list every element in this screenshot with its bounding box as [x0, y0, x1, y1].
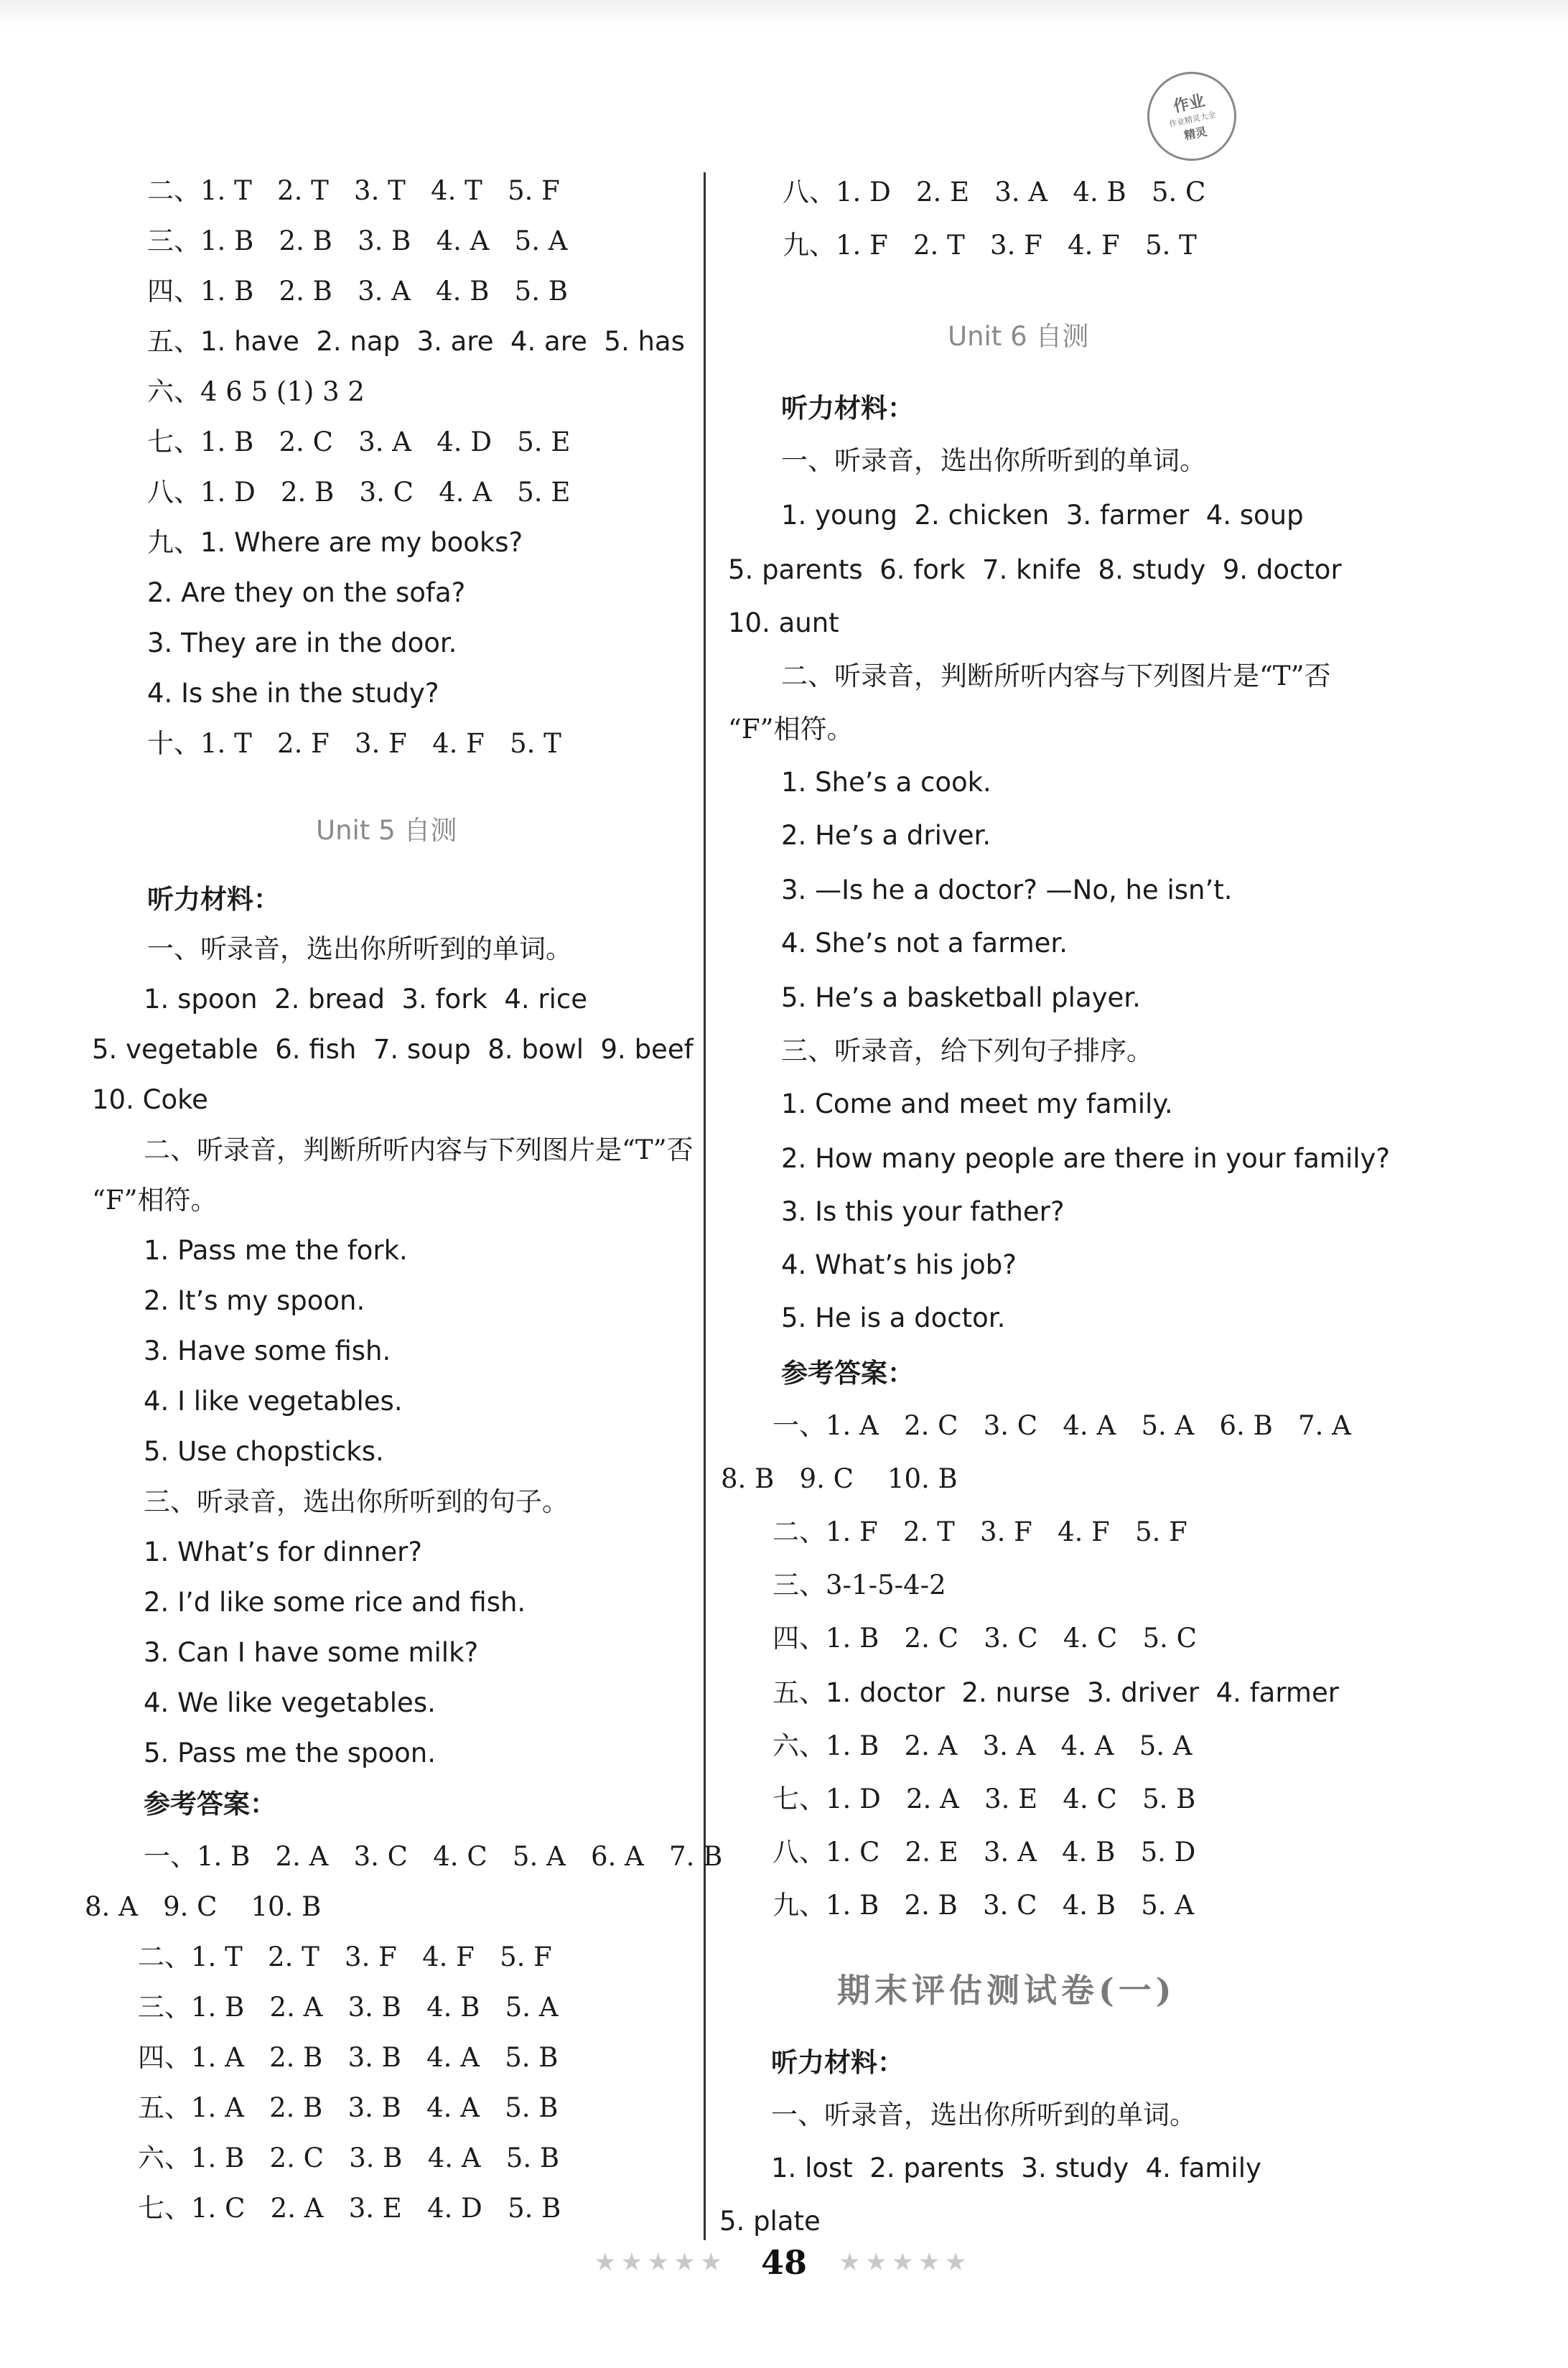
question-prompt: “F”相符。 [92, 1185, 218, 1216]
answer-line: 七、1. C 2. A 3. E 4. D 5. B [138, 2193, 561, 2224]
exam-title: 期末评估测试卷(一) [837, 1971, 1176, 2010]
sentence: 3. Is this your father? [781, 1196, 1065, 1227]
answer-line: 二、1. T 2. T 3. T 4. T 5. F [147, 175, 560, 206]
section-title: Unit 6 自测 [948, 321, 1089, 352]
answer-line: 四、1. B 2. C 3. C 4. C 5. C [773, 1623, 1197, 1654]
answer-line: 五、1. have 2. nap 3. are 4. are 5. has [147, 326, 685, 357]
answer-line: 8. A 9. C 10. B [85, 1891, 322, 1922]
word-list: 10. Coke [92, 1084, 208, 1115]
answer-line: 一、1. A 2. C 3. C 4. A 5. A 6. B 7. A [773, 1410, 1351, 1441]
subsection-heading: 听力材料： [147, 883, 280, 915]
sentence: 1. Pass me the fork. [144, 1235, 408, 1266]
question-prompt: 一、听录音，选出你所听到的单词。 [781, 445, 1206, 476]
word-list: 5. parents 6. fork 7. knife 8. study 9. doctor [728, 554, 1342, 585]
subsection-heading: 参考答案： [781, 1357, 914, 1389]
sentence: 5. He is a doctor. [781, 1302, 1006, 1333]
word-list: 1. young 2. chicken 3. farmer 4. soup [781, 500, 1304, 531]
column-divider [704, 172, 706, 2240]
answer-line: 八、1. D 2. B 3. C 4. A 5. E [147, 477, 571, 508]
answer-line: 五、1. A 2. B 3. B 4. A 5. B [138, 2092, 559, 2123]
question-prompt: 二、听录音，判断所听内容与下列图片是“T”否 [781, 661, 1331, 691]
section-title: Unit 5 自测 [316, 815, 457, 846]
answer-line: 3. They are in the door. [147, 628, 457, 658]
answer-line: 六、4 6 5 (1) 3 2 [147, 376, 365, 407]
sentence: 4. What’s his job? [781, 1249, 1017, 1280]
answer-line: 三、1. B 2. A 3. B 4. B 5. A [138, 1992, 559, 2023]
answer-line: 三、1. B 2. B 3. B 4. A 5. A [147, 225, 568, 256]
answer-line: 九、1. F 2. T 3. F 4. F 5. T [783, 230, 1197, 261]
sentence: 2. It’s my spoon. [144, 1285, 365, 1316]
word-list: 10. aunt [728, 607, 839, 638]
answer-line: 二、1. F 2. T 3. F 4. F 5. F [773, 1516, 1187, 1547]
answer-line: 三、3-1-5-4-2 [773, 1570, 946, 1600]
watermark-stamp: 作业 作业精灵大全 精灵 [1139, 63, 1244, 169]
answer-line: 六、1. B 2. A 3. A 4. A 5. A [773, 1730, 1193, 1761]
sentence: 1. What’s for dinner? [144, 1537, 422, 1567]
page-number: 48 [760, 2243, 807, 2282]
sentence: 3. Can I have some milk? [144, 1637, 479, 1668]
question-prompt: 一、听录音，选出你所听到的单词。 [771, 2099, 1196, 2130]
sentence: 3. —Is he a doctor? —No, he isn’t. [781, 875, 1233, 905]
subsection-heading: 参考答案： [144, 1788, 276, 1819]
sentence: 2. He’s a driver. [781, 820, 991, 851]
answer-line: 五、1. doctor 2. nurse 3. driver 4. farmer [773, 1677, 1339, 1708]
answer-line: 二、1. T 2. T 3. F 4. F 5. F [138, 1942, 552, 1972]
answer-line: 4. Is she in the study? [147, 678, 439, 709]
question-prompt: 二、听录音，判断所听内容与下列图片是“T”否 [144, 1134, 694, 1165]
question-prompt: 一、听录音，选出你所听到的单词。 [147, 933, 572, 964]
word-list: 1. spoon 2. bread 3. fork 4. rice [144, 984, 588, 1015]
subsection-heading: 听力材料： [781, 392, 914, 424]
question-prompt: 三、听录音，选出你所听到的句子。 [144, 1486, 569, 1517]
sentence: 1. She’s a cook. [781, 767, 991, 798]
sentence: 5. He’s a basketball player. [781, 982, 1141, 1013]
sentence: 2. I’d like some rice and fish. [144, 1587, 526, 1618]
scan-shade [0, 0, 1568, 29]
answer-line: 十、1. T 2. F 3. F 4. F 5. T [147, 728, 561, 759]
answer-line: 四、1. B 2. B 3. A 4. B 5. B [147, 276, 568, 307]
star-decoration-icon: ★★★★★ [840, 2250, 973, 2275]
answer-line: 一、1. B 2. A 3. C 4. C 5. A 6. A 7. B [144, 1841, 723, 1872]
sentence: 4. We like vegetables. [144, 1687, 436, 1718]
sentence: 5. Use chopsticks. [144, 1436, 384, 1467]
answer-line: 九、1. Where are my books? [147, 527, 523, 558]
sentence: 2. How many people are there in your family? [781, 1143, 1391, 1174]
answer-line: 九、1. B 2. B 3. C 4. B 5. A [773, 1890, 1195, 1921]
star-decoration-icon: ★★★★★ [595, 2250, 728, 2275]
word-list: 5. plate [719, 2206, 821, 2237]
sentence: 5. Pass me the spoon. [144, 1738, 436, 1768]
answer-line: 八、1. C 2. E 3. A 4. B 5. D [773, 1837, 1196, 1868]
sentence: 4. I like vegetables. [144, 1386, 403, 1417]
question-prompt: 三、听录音，给下列句子排序。 [781, 1035, 1153, 1066]
word-list: 5. vegetable 6. fish 7. soup 8. bowl 9. beef [92, 1034, 694, 1065]
sentence: 4. She’s not a farmer. [781, 928, 1068, 959]
answer-line: 2. Are they on the sofa? [147, 577, 466, 608]
answer-line: 8. B 9. C 10. B [721, 1463, 958, 1494]
answer-line: 六、1. B 2. C 3. B 4. A 5. B [138, 2143, 560, 2173]
answer-line: 八、1. D 2. E 3. A 4. B 5. C [783, 177, 1206, 208]
answer-line: 七、1. D 2. A 3. E 4. C 5. B [773, 1784, 1196, 1814]
answer-line: 七、1. B 2. C 3. A 4. D 5. E [147, 426, 571, 457]
sentence: 1. Come and meet my family. [781, 1089, 1173, 1119]
answer-line: 四、1. A 2. B 3. B 4. A 5. B [138, 2042, 559, 2073]
word-list: 1. lost 2. parents 3. study 4. family [771, 2153, 1261, 2183]
sentence: 3. Have some fish. [144, 1336, 391, 1366]
question-prompt: “F”相符。 [728, 714, 854, 745]
subsection-heading: 听力材料： [771, 2046, 904, 2078]
page-footer [0, 2240, 1568, 2282]
